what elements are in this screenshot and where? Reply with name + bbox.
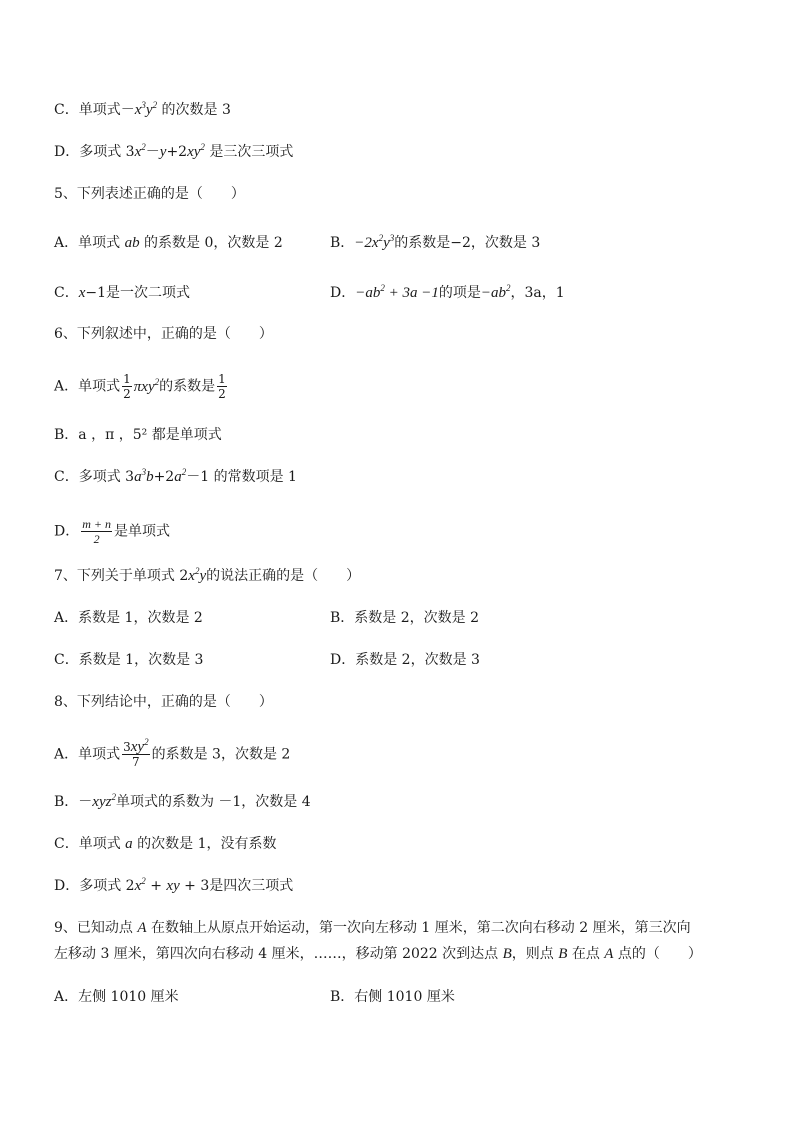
fraction: $\frac{3xy^2}{7}$: [123, 737, 149, 769]
option-label: B．: [54, 794, 79, 810]
question-8-stem: 8、下列结论中，正确的是（ ）: [54, 694, 273, 710]
option-text: a ，π ，5² 都是单项式: [78, 427, 222, 443]
math-expression: $x^2y$: [188, 566, 207, 584]
math-expression: $-ab^2 + 3a -1$: [355, 283, 439, 301]
option-label: D．: [54, 523, 80, 540]
math-expression: $x^2$: [134, 142, 146, 160]
math-expression: $x^2$: [134, 876, 146, 894]
option-label: C．: [54, 285, 79, 301]
option-label: C．: [54, 469, 79, 485]
option-label: A．: [54, 235, 79, 251]
fraction: $\frac{1}{2}$: [218, 372, 226, 401]
q7-option-b[interactable]: B．系数是 2，次数是 2: [330, 610, 480, 626]
question-7-stem: 7、下列关于单项式 $2x^2y$的说法正确的是（ ）: [54, 566, 361, 584]
q9-option-a[interactable]: A．左侧 1010 厘米: [54, 989, 179, 1005]
math-expression: ab: [124, 235, 140, 251]
q6-option-c[interactable]: C．多项式 $3a^3b+2a^2-1$ 的常数项是 1: [54, 467, 297, 485]
q5-option-c[interactable]: C．x−1是一次二项式: [54, 285, 191, 301]
question-9-stem-line-2: 左移动 3 厘米，第四次向右移动 4 厘米，……，移动第 2022 次到达点 B，则点 B 在点 A 点的（ ）: [54, 946, 702, 962]
q4-option-d[interactable]: D．多项式 $3x^2-y+2xy^2$ 是三次三项式: [54, 142, 294, 160]
q5-option-d[interactable]: D．$-ab^2 + 3a -1$的项是$-ab^2$，3a，1: [330, 283, 565, 301]
q8-option-a[interactable]: A．单项式 $\frac{3xy^2}{7}$ 的系数是 3，次数是 2: [54, 737, 291, 769]
q7-option-a[interactable]: A．系数是 1，次数是 2: [54, 610, 203, 626]
math-expression: a: [125, 836, 133, 852]
math-expression: xyz$^2$: [92, 792, 116, 810]
option-label: D．: [330, 285, 356, 301]
q6-option-b[interactable]: [54, 425, 222, 445]
question-5-stem: 5、下列表述正确的是（ ）: [54, 186, 245, 202]
math-expression: x: [78, 285, 86, 301]
q5-option-a[interactable]: A．单项式 ab 的系数是 0，次数是 2: [54, 235, 283, 251]
question-9-stem-line-1: 9、已知动点 A 在数轴上从原点开始运动，第一次向左移动 1 厘米，第二次向右移动 2 厘米，第三次向: [54, 920, 691, 936]
option-label: C．: [54, 102, 79, 118]
q7-option-c[interactable]: C．系数是 1，次数是 3: [54, 652, 204, 668]
fraction: $\frac{m + n}{2}$: [82, 517, 111, 546]
option-label: A．: [54, 378, 79, 395]
option-label: B．: [330, 235, 355, 251]
q9-option-b[interactable]: B．右侧 1010 厘米: [330, 989, 455, 1005]
option-text-pre: 单项式－: [78, 102, 135, 118]
q4-option-c[interactable]: [54, 100, 231, 120]
math-expression: $x^3y^2$: [134, 100, 158, 118]
option-label: D．: [54, 144, 80, 160]
option-label: C．: [54, 836, 79, 852]
option-label: B．: [54, 427, 79, 443]
q8-option-d[interactable]: D．多项式 $2x^2$ + xy + 3是四次三项式: [54, 876, 294, 894]
option-text-pre: 多项式 3: [79, 144, 135, 160]
fraction: $\frac{1}{2}$: [123, 372, 131, 401]
math-expression: πxy$^2$: [133, 376, 160, 395]
option-label: D．: [54, 878, 80, 894]
option-label: A．: [54, 746, 79, 763]
q6-option-a[interactable]: A．单项式 $\frac{1}{2}$ πxy$^2$的系数是 $\frac{1}{2}$: [54, 372, 226, 401]
question-6-stem: 6、下列叙述中，正确的是（ ）: [54, 326, 273, 342]
option-text-post: 是三次三项式: [209, 144, 294, 160]
q8-option-c[interactable]: C．单项式 a 的次数是 1，没有系数: [54, 836, 277, 852]
option-text-post: 的次数是 3: [161, 102, 231, 118]
q7-option-d[interactable]: D．系数是 2，次数是 3: [330, 652, 480, 668]
q8-option-b[interactable]: B．－xyz$^2$单项式的系数为 －1，次数是 4: [54, 792, 311, 810]
math-expression: $-2x^2y^3$: [354, 233, 395, 251]
q5-option-b[interactable]: B．$-2x^2y^3$的系数是−2，次数是 3: [330, 233, 541, 251]
math-expression: $a^3b$: [134, 467, 154, 485]
q6-option-d[interactable]: D． $\frac{m + n}{2}$ 是单项式: [54, 517, 170, 546]
